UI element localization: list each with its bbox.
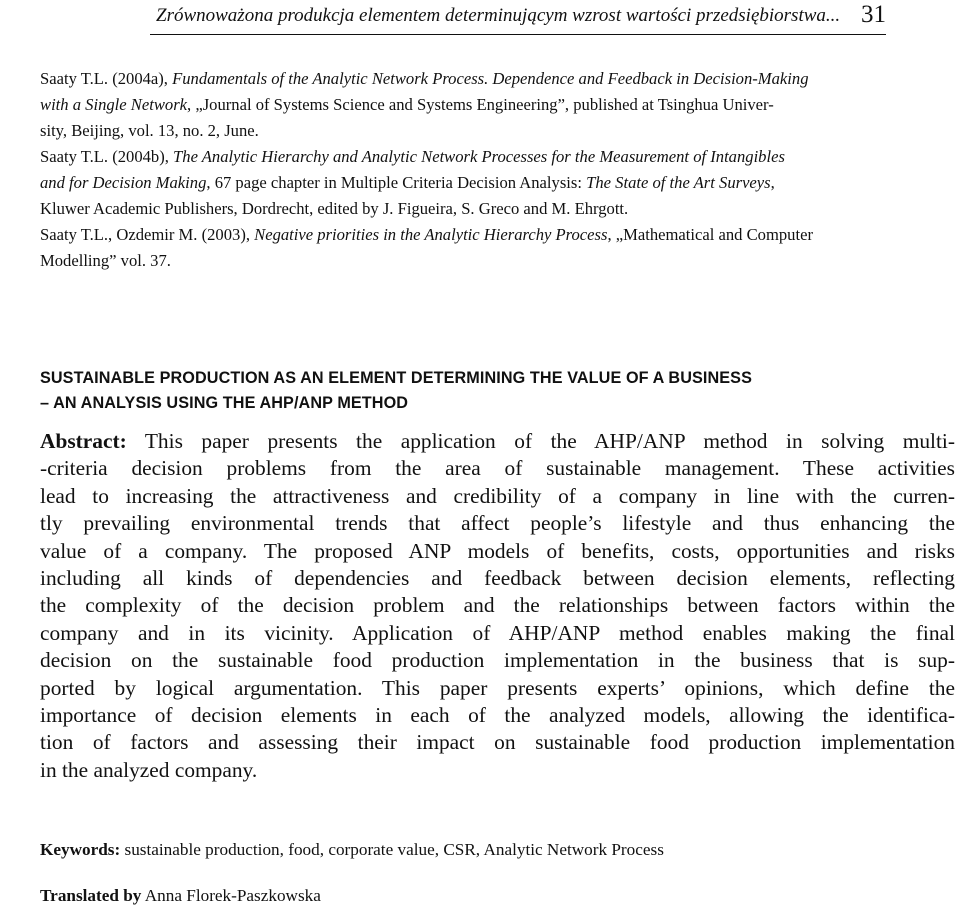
reference-text: Saaty T.L. (2004a),	[40, 69, 173, 88]
keywords	[40, 838, 664, 862]
abstract-text: in the analyzed company.	[40, 757, 258, 782]
running-header	[150, 1, 886, 35]
abstract-label: Abstract:	[40, 429, 127, 453]
abstract-text: the complexity of the decision problem and the relationships between factors within the	[40, 593, 955, 618]
abstract-text: This paper presents the application of the AHP/ANP method in solving multi-	[126, 429, 955, 453]
abstract-text: ported by logical argumentation. This paper presents experts’ opinions, which define the	[40, 675, 955, 700]
article-title-line: SUSTAINABLE PRODUCTION AS AN ELEMENT DETERMINING THE VALUE OF A BUSINESS	[40, 369, 752, 387]
article-title	[40, 366, 950, 416]
abstract-line	[40, 538, 955, 565]
reference-entry	[40, 66, 920, 144]
reference-text: , „Journal of Systems Science and Systems Engineering”, published at Tsinghua Univer-	[187, 95, 774, 114]
abstract-line	[40, 729, 955, 756]
abstract-text: -criteria decision problems from the area of sustainable management. These activities	[40, 456, 955, 481]
abstract-text: value of a company. The proposed ANP models of benefits, costs, opportunities and risks	[40, 538, 955, 563]
abstract-text: including all kinds of dependencies and feedback between decision elements, reflecting	[40, 566, 955, 591]
translator-label: Translated by	[40, 886, 142, 905]
reference-line	[40, 248, 920, 274]
reference-line	[40, 222, 920, 248]
reference-title-text: Negative priorities in the Analytic Hierarchy Process	[254, 225, 608, 244]
keywords-label: Keywords:	[40, 840, 121, 859]
abstract-line	[40, 455, 955, 482]
reference-line	[40, 170, 920, 196]
reference-title-text: and for Decision Making	[40, 173, 207, 192]
abstract-line	[40, 592, 955, 619]
reference-entry	[40, 144, 920, 222]
reference-line	[40, 144, 920, 170]
abstract-line	[40, 647, 955, 674]
abstract-line	[40, 620, 955, 647]
reference-text: ,	[770, 173, 775, 192]
reference-line	[40, 66, 920, 92]
article-title-line: – AN ANALYSIS USING THE AHP/ANP METHOD	[40, 394, 409, 412]
reference-text: Kluwer Academic Publishers, Dordrecht, edited by J. Figueira, S. Greco and M. Ehrgott.	[40, 199, 629, 218]
reference-title-text: The Analytic Hierarchy and Analytic Network Processes for the Measurement of Intangibles	[173, 147, 785, 166]
abstract-text: decision on the sustainable food production implementation in the business that is sup-	[40, 648, 955, 673]
running-title: Zrównoważona produkcja elementem determinującym wzrost wartości przedsiębiorstwa...	[156, 5, 841, 26]
abstract-line	[40, 565, 955, 592]
reference-title-text: The State of the Art Surveys	[586, 173, 771, 192]
abstract-text: company and in its vicinity. Application of AHP/ANP method enables making the final	[40, 620, 955, 645]
reference-text: , 67 page chapter in Multiple Criteria Decision Analysis:	[206, 173, 587, 192]
page-number: 31	[861, 1, 886, 28]
abstract-line	[40, 702, 955, 729]
abstract-line	[40, 675, 955, 702]
abstract-line	[40, 483, 955, 510]
abstract-text: lead to increasing the attractiveness and credibility of a company in line with the curren-	[40, 483, 955, 508]
abstract-text: tion of factors and assessing their impact on sustainable food production implementation	[40, 730, 955, 755]
reference-text: Modelling” vol. 37.	[40, 251, 171, 270]
abstract-text: importance of decision elements in each of the analyzed models, allowing the identifica-	[40, 703, 955, 728]
reference-entry	[40, 222, 920, 274]
reference-text: Saaty T.L., Ozdemir M. (2003),	[40, 225, 255, 244]
abstract-line	[40, 757, 955, 784]
reference-title-text: Fundamentals of the Analytic Network Process. Dependence and Feedback in Decision-Making	[172, 69, 809, 88]
translator-credit	[40, 884, 321, 908]
reference-text: sity, Beijing, vol. 13, no. 2, June.	[40, 121, 259, 140]
reference-list	[40, 66, 920, 274]
translator-name: Anna Florek-Paszkowska	[141, 886, 321, 905]
reference-line	[40, 92, 920, 118]
reference-text: , „Mathematical and Computer	[607, 225, 813, 244]
reference-text: Saaty T.L. (2004b),	[40, 147, 174, 166]
keywords-text: sustainable production, food, corporate value, CSR, Analytic Network Process	[120, 840, 664, 859]
reference-title-text: with a Single Network	[40, 95, 188, 114]
reference-line	[40, 118, 920, 144]
abstract	[40, 428, 955, 784]
abstract-line	[40, 428, 955, 455]
reference-line	[40, 196, 920, 222]
abstract-text: tly prevailing environmental trends that affect people’s lifestyle and thus enhancing the	[40, 511, 955, 536]
abstract-line	[40, 510, 955, 537]
